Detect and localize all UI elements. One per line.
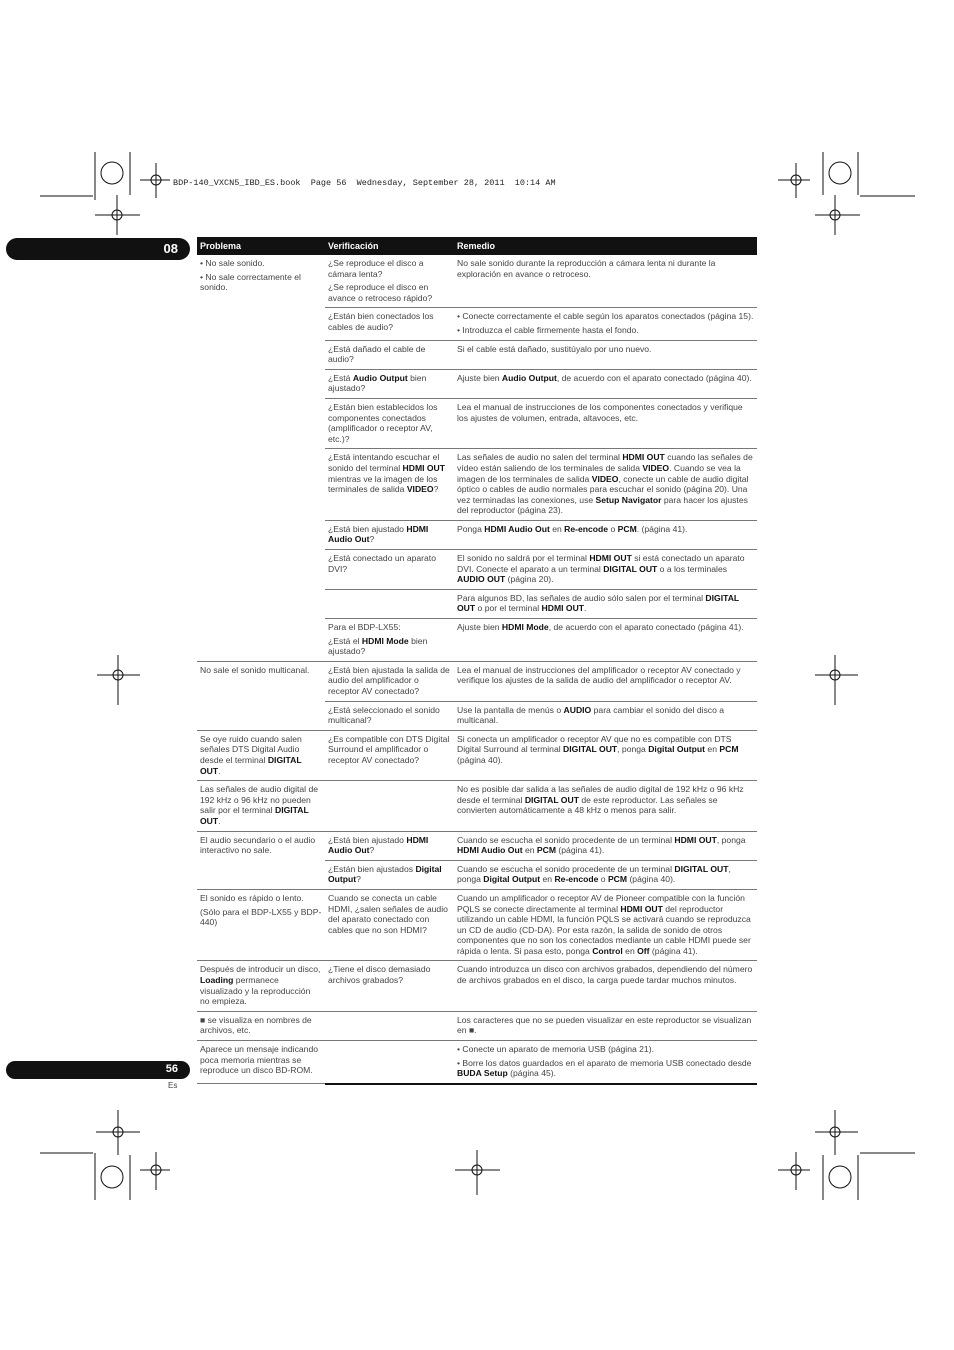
- cell-text: ¿Está intentando escuchar el sonido del terminal HDMI OUT mientras ve la imagen de los terminales de salida VIDEO?: [328, 452, 446, 495]
- table-row: [197, 449, 757, 521]
- problem-cell: [197, 255, 325, 308]
- cell-text: Aparece un mensaje indicando poca memoria mientras se reproduce un disco BD-ROM.: [200, 1044, 319, 1076]
- check-cell: [325, 730, 454, 780]
- problem-cell: [197, 831, 325, 860]
- table-row: [197, 701, 757, 730]
- problem-cell: [197, 730, 325, 780]
- remedy-cell: [454, 340, 757, 369]
- cell-text: Ajuste bien Audio Output, de acuerdo con el aparato conectado (página 40).: [457, 372, 752, 383]
- remedy-cell: [454, 781, 757, 831]
- print-header: BDP-140_VXCN5_IBD_ES.book Page 56 Wednesday, September 28, 2011 10:14 AM: [173, 178, 556, 188]
- remedy-cell: [454, 619, 757, 662]
- cell-text: • No sale correctamente el sonido.: [200, 271, 301, 293]
- cell-text: ¿Están bien ajustados Digital Output?: [328, 863, 442, 885]
- header-problema: Problema: [197, 237, 325, 255]
- table-row: [197, 619, 757, 662]
- check-cell: [325, 701, 454, 730]
- check-cell: [325, 1041, 454, 1084]
- check-cell: [325, 961, 454, 1011]
- table-header-row: [197, 237, 757, 255]
- check-cell: [325, 398, 454, 448]
- remedy-cell: [454, 961, 757, 1011]
- cell-text: Cuando un amplificador o receptor AV de Pioneer compatible con la función PQLS se conecte directamente al terminal HDMI OUT del reproductor utilizando un cable HDMI, la función PQLS se activará cuando se reproduzca un CD de audio (CD-DA). Por esta razón, la salida de sonido de otros componentes que no son los conectados mediante un cable HDMI puede ser rápida o lenta. Si pasa esto, ponga Control en Off (página 41).: [457, 892, 751, 956]
- check-cell: [325, 781, 454, 831]
- remedy-cell: [454, 730, 757, 780]
- remedy-cell: [454, 369, 757, 398]
- header-verificacion: Verificación: [325, 237, 454, 255]
- remedy-cell: [454, 255, 757, 308]
- cell-text: Cuando se conecta un cable HDMI, ¿salen señales de audio del aparato conectado con cables que no son HDMI?: [328, 892, 448, 935]
- cell-text: Para algunos BD, las señales de audio sólo salen por el terminal DIGITAL OUT o por el terminal HDMI OUT.: [457, 592, 739, 614]
- cell-text: Se oye ruido cuando salen señales DTS Digital Audio desde el terminal DIGITAL OUT.: [200, 733, 302, 776]
- problem-cell: [197, 860, 325, 889]
- cell-text: Use la pantalla de menús o AUDIO para cambiar el sonido del disco a multicanal.: [457, 704, 725, 726]
- cell-text: ¿Está dañado el cable de audio?: [328, 343, 426, 365]
- table-row: [197, 398, 757, 448]
- cell-text: ¿Están bien establecidos los componentes conectados (amplificador o receptor AV, etc.)?: [328, 401, 438, 444]
- table-row: [197, 961, 757, 1011]
- remedy-cell: [454, 831, 757, 860]
- cell-text: • Conecte correctamente el cable según los aparatos conectados (página 15).: [457, 311, 754, 322]
- cell-text: • Conecte un aparato de memoria USB (página 21).: [457, 1044, 654, 1055]
- chapter-number: 08: [163, 241, 178, 256]
- remedy-cell: [454, 398, 757, 448]
- cell-text: Las señales de audio digital de 192 kHz o 96 kHz no pueden salir por el terminal DIGITAL OUT.: [200, 784, 319, 826]
- check-cell: [325, 520, 454, 549]
- page-number: 56: [165, 1063, 178, 1075]
- check-cell: [325, 589, 454, 618]
- problem-cell: [197, 1041, 325, 1084]
- page-number-tab: [6, 1061, 190, 1079]
- cell-text: Ajuste bien HDMI Mode, de acuerdo con el aparato conectado (página 41).: [457, 622, 744, 633]
- table-row: [197, 1011, 757, 1040]
- remedy-cell: [454, 520, 757, 549]
- cell-text: El audio secundario o el audio interactivo no sale.: [200, 834, 316, 856]
- cell-text: • Introduzca el cable firmemente hasta el fondo.: [457, 324, 639, 335]
- remedy-cell: [454, 308, 757, 340]
- check-cell: [325, 831, 454, 860]
- problem-cell: [197, 781, 325, 831]
- remedy-cell: [454, 860, 757, 889]
- table-row: [197, 1041, 757, 1084]
- remedy-cell: [454, 701, 757, 730]
- cell-text: Cuando se escucha el sonido procedente de un terminal DIGITAL OUT, ponga Digital Output en Re-encode o PCM (página 40).: [457, 863, 731, 885]
- cell-text: ¿Está bien ajustado HDMI Audio Out?: [328, 523, 429, 545]
- problem-cell: [197, 369, 325, 398]
- problem-cell: [197, 449, 325, 521]
- cell-text: ¿Está el HDMI Mode bien ajustado?: [328, 635, 428, 657]
- table-row: [197, 781, 757, 831]
- cell-text: Lea el manual de instrucciones del amplificador o receptor AV conectado y verifique los ajustes de la salida de audio del amplificador o receptor AV.: [457, 664, 741, 686]
- cell-text: El sonido es rápido o lento.: [200, 892, 304, 903]
- check-cell: [325, 1011, 454, 1040]
- check-cell: [325, 860, 454, 889]
- cell-text: Ponga HDMI Audio Out en Re-encode o PCM. (página 41).: [457, 523, 688, 534]
- cell-text: No sale sonido durante la reproducción a cámara lenta ni durante la exploración en avance o retroceso.: [457, 258, 716, 279]
- problem-cell: [197, 520, 325, 549]
- check-cell: [325, 619, 454, 662]
- cell-text: No es posible dar salida a las señales de audio digital de 192 kHz o 96 kHz desde el terminal DIGITAL OUT de este reproductor. Las señales se convierten automáticamente a 48 kHz o menos para salir.: [457, 784, 744, 816]
- cell-text: ¿Está conectado un aparato DVI?: [328, 553, 436, 574]
- table-row: [197, 308, 757, 340]
- registration-disc-icon: [829, 162, 851, 184]
- problem-cell: [197, 340, 325, 369]
- remedy-cell: [454, 889, 757, 961]
- cell-text: ¿Se reproduce el disco a cámara lenta?: [328, 258, 424, 279]
- problem-cell: [197, 1011, 325, 1040]
- check-cell: [325, 550, 454, 590]
- table-body: [197, 255, 757, 1084]
- cell-text: Si el cable está dañado, sustitúyalo por uno nuevo.: [457, 343, 652, 354]
- troubleshooting-table-container: [197, 237, 757, 1085]
- cell-text: • Borre los datos guardados en el aparato de memoria USB conectado desde BUDA Setup (página 45).: [457, 1057, 752, 1079]
- remedy-cell: [454, 449, 757, 521]
- problem-cell: [197, 589, 325, 618]
- table-row: [197, 520, 757, 549]
- cell-text: ¿Está bien ajustado HDMI Audio Out?: [328, 834, 429, 856]
- table-row: [197, 340, 757, 369]
- cell-text: ¿Está bien ajustada la salida de audio del amplificador o receptor AV conectado?: [328, 664, 450, 696]
- cell-text: ¿Se reproduce el disco en avance o retroceso rápido?: [328, 282, 433, 303]
- problem-cell: [197, 308, 325, 340]
- table-row: [197, 550, 757, 590]
- registration-disc-icon: [101, 162, 123, 184]
- problem-cell: [197, 889, 325, 961]
- remedy-cell: [454, 550, 757, 590]
- cell-text: No sale el sonido multicanal.: [200, 664, 310, 675]
- table-row: [197, 369, 757, 398]
- cell-text: ¿Tiene el disco demasiado archivos grabados?: [328, 964, 431, 986]
- check-cell: [325, 255, 454, 308]
- language-code: Es: [168, 1081, 178, 1090]
- registration-disc-icon: [829, 1166, 851, 1188]
- remedy-cell: [454, 1041, 757, 1084]
- table-row: [197, 730, 757, 780]
- problem-cell: [197, 619, 325, 662]
- problem-cell: [197, 961, 325, 1011]
- cell-text: • No sale sonido.: [200, 258, 265, 268]
- cell-text: (Sólo para el BDP-LX55 y BDP-440): [200, 906, 322, 928]
- header-remedio: Remedio: [454, 237, 757, 255]
- chapter-tab: [6, 238, 190, 260]
- check-cell: [325, 369, 454, 398]
- problem-cell: [197, 550, 325, 590]
- check-cell: [325, 340, 454, 369]
- cell-text: Cuando se escucha el sonido procedente de un terminal HDMI OUT, ponga HDMI Audio Out en PCM (página 41).: [457, 834, 746, 856]
- table-row: [197, 589, 757, 618]
- table-row: [197, 831, 757, 860]
- cell-text: El sonido no saldrá por el terminal HDMI OUT si está conectado un aparato DVI. Conecte el aparato a un terminal DIGITAL OUT o a los terminales AUDIO OUT (página 20).: [457, 553, 745, 585]
- registration-disc-icon: [101, 1166, 123, 1188]
- cell-text: ¿Está seleccionado el sonido multicanal?: [328, 704, 440, 726]
- problem-cell: [197, 398, 325, 448]
- cell-text: ¿Está Audio Output bien ajustado?: [328, 372, 427, 394]
- cell-text: Para el BDP-LX55:: [328, 622, 401, 633]
- cell-text: Lea el manual de instrucciones de los componentes conectados y verifique los ajustes de volumen, entrada, altavoces, etc.: [457, 401, 743, 423]
- cell-text: Cuando introduzca un disco con archivos grabados, dependiendo del número de archivos grabados en el disco, la carga puede tardar muchos minutos.: [457, 964, 753, 986]
- cell-text: Después de introducir un disco, Loading permanece visualizado y la reproducción no empieza.: [200, 964, 321, 1007]
- cell-text: Los caracteres que no se pueden visualizar en este reproductor se visualizan en ■.: [457, 1014, 752, 1036]
- table-row: [197, 889, 757, 961]
- cell-text: ■ se visualiza en nombres de archivos, etc.: [200, 1014, 312, 1036]
- problem-cell: [197, 661, 325, 701]
- troubleshooting-table: [197, 237, 757, 1085]
- remedy-cell: [454, 661, 757, 701]
- check-cell: [325, 308, 454, 340]
- cell-text: Si conecta un amplificador o receptor AV que no es compatible con DTS Digital Surround al terminal DIGITAL OUT, ponga Digital Output en PCM (página 40).: [457, 733, 739, 765]
- cell-text: ¿Es compatible con DTS Digital Surround el amplificador o receptor AV conectado?: [328, 733, 450, 765]
- remedy-cell: [454, 1011, 757, 1040]
- check-cell: [325, 661, 454, 701]
- problem-cell: [197, 701, 325, 730]
- check-cell: [325, 449, 454, 521]
- table-row: [197, 860, 757, 889]
- cell-text: Las señales de audio no salen del terminal HDMI OUT cuando las señales de vídeo están saliendo de los terminales de salida VIDEO. Cuando se vea la imagen de los terminales de salida VIDEO, conecte un cable de audio digital óptico o cables de audio normales para escuchar el sonido (página 20). Una vez terminadas las conexiones, use Setup Navigator para hacer los ajustes del reproductor (página 23).: [457, 452, 753, 516]
- table-row: [197, 255, 757, 308]
- cell-text: ¿Están bien conectados los cables de audio?: [328, 311, 434, 332]
- table-row: [197, 661, 757, 701]
- check-cell: [325, 889, 454, 961]
- remedy-cell: [454, 589, 757, 618]
